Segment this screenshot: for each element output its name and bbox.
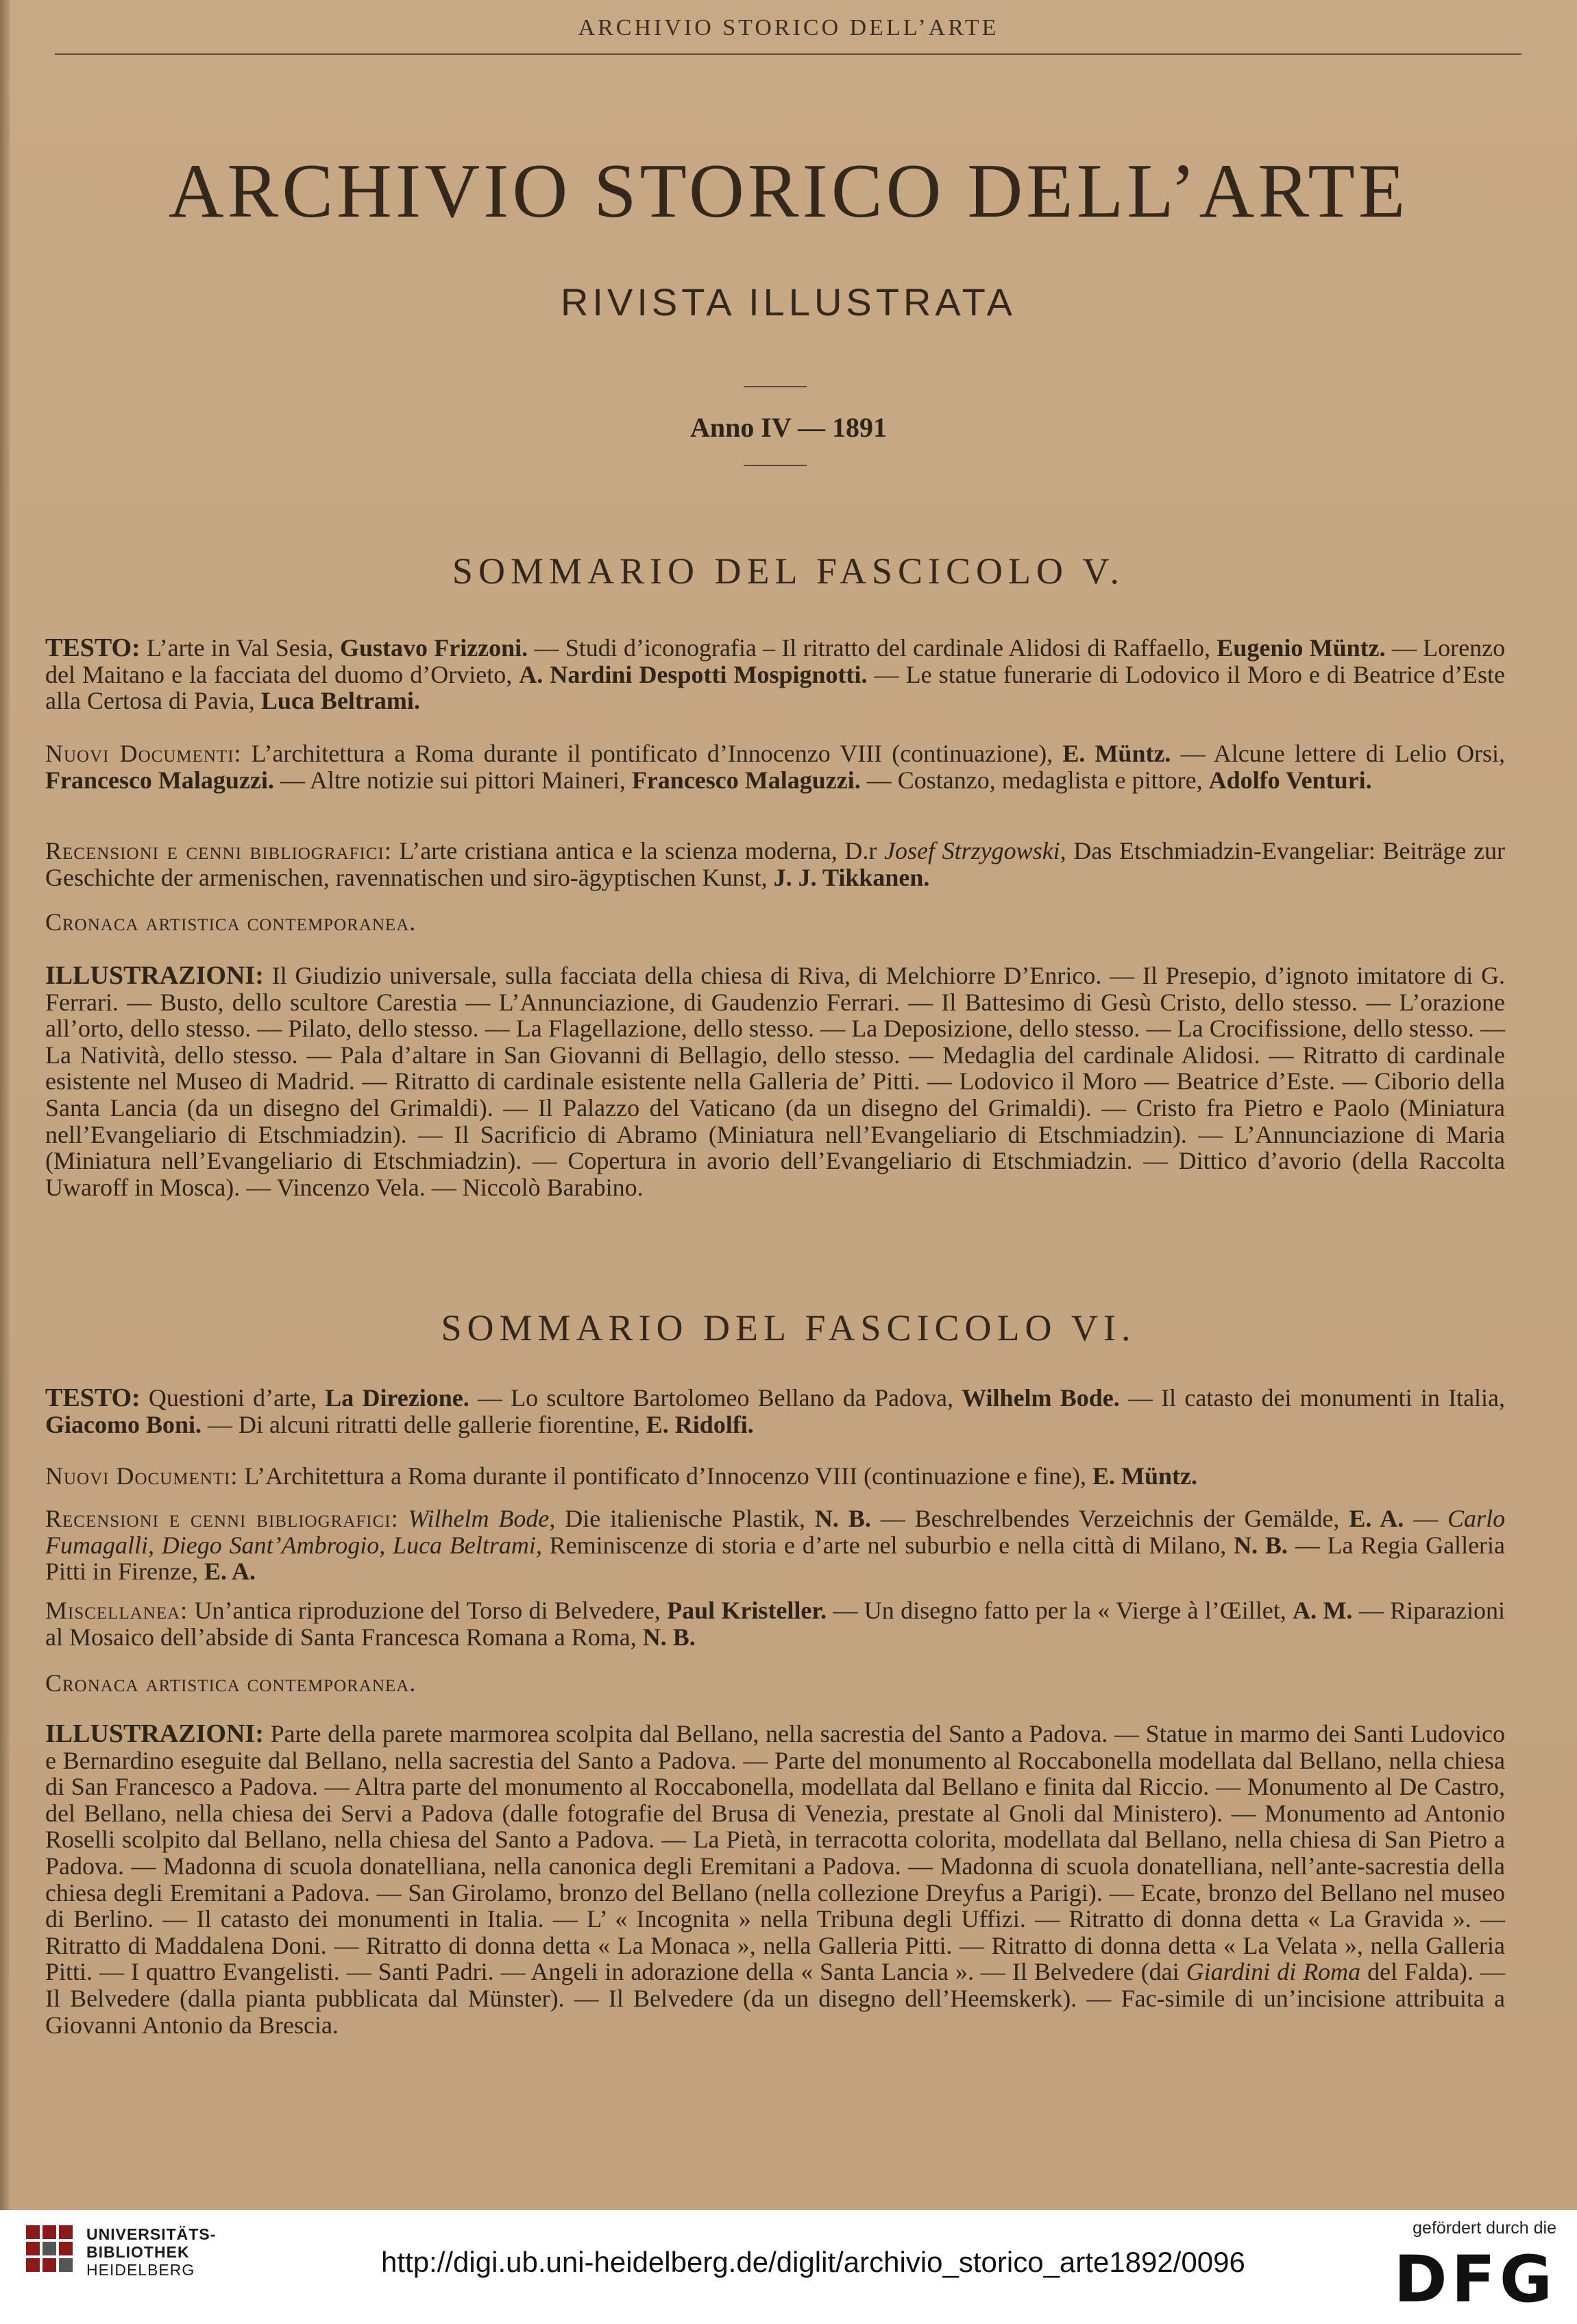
fasc5-nuovi-t2: — Alcune lettere di Lelio Orsi, [1180, 740, 1506, 767]
fasc6-miscellanea-label: Miscellanea: [45, 1597, 188, 1624]
fasc6-testo [45, 1385, 1505, 1438]
fasc5-testo [45, 635, 1505, 714]
fasc6-illustrazioni-t2: del Falda). — Il Belvedere (dalla pianta pubblicata dal Münster). — Il Belvedere (da un disegno dell’Heemskerk). — Fac-simile di un’incisione attribuita a Giovanni Antonio da Brescia. [45, 1958, 1505, 2039]
fasc6-recensioni-t3: — [1413, 1505, 1439, 1532]
fasc6-illustrazioni-label: ILLUSTRAZIONI: [45, 1719, 264, 1748]
fasc5-cronaca-text: Cronaca artistica contemporanea. [45, 908, 417, 936]
fasc6-testo-label: TESTO: [45, 1383, 140, 1412]
dfg-logo: DFG [1393, 2242, 1556, 2317]
fasc6-testo-t1: Questioni d’arte, [148, 1384, 317, 1412]
fasc6-testo-a3: Giacomo Boni. [45, 1410, 202, 1438]
fasc6-testo-t3: — Il catasto dei monumenti in Italia, [1127, 1384, 1506, 1412]
fasc5-testo-a4: Luca Beltrami. [260, 687, 420, 715]
fasc5-nuovi-t3: — Altre notizie sui pittori Maineri, [280, 766, 626, 794]
fasc6-miscellanea-a2: A. M. [1293, 1597, 1353, 1624]
sommario-v-heading: SOMMARIO DEL FASCICOLO V. [452, 550, 1125, 592]
fasc5-nuovi-label: Nuovi Documenti: [45, 740, 242, 767]
fasc6-nuovi-label: Nuovi Documenti: [45, 1462, 239, 1490]
year-line: Anno IV — 1891 [689, 412, 888, 443]
fasc6-illustrazioni-i1: Giardini di Roma [1186, 1958, 1361, 1986]
fasc5-nuovi-t1: L’architettura a Roma durante il pontificato d’Innocenzo VIII (continuazione), [251, 740, 1053, 767]
fasc5-testo-t2: — Studi d’iconografia – Il ritratto del cardinale Alidosi di Raffaello, [534, 634, 1211, 662]
fasc6-cronaca-text: Cronaca artistica contemporanea. [45, 1669, 417, 1697]
fasc5-testo-label: TESTO: [45, 633, 140, 662]
fasc6-recensioni-t4: Reminiscenze di storia e d’arte nel suburbio e nella città di Milano, [549, 1531, 1227, 1559]
library-line-3: HEIDELBERG [86, 2261, 195, 2279]
fasc6-testo-t2: — Lo scultore Bartolomeo Bellano da Padova, [477, 1384, 953, 1412]
funded-by-text: gefördert durch die [1413, 2218, 1556, 2238]
fasc6-testo-a1: La Direzione. [325, 1384, 469, 1412]
fasc5-recensioni-i1: Josef Strzygowski, [884, 837, 1066, 864]
fasc6-recensioni-i1: Wilhelm Bode, [408, 1505, 556, 1532]
fasc6-nuovi-t1: L’Architettura a Roma durante il pontificato d’Innocenzo VIII (continuazione e fine), [244, 1462, 1086, 1490]
fasc5-testo-t4: — Le statue funerarie di Lodovico il Moro e di Beatrice d’Este alla Certosa di Pavia, [45, 660, 1506, 715]
fasc6-recensioni-t1: Die italienische Plastik, [565, 1505, 806, 1532]
fasc6-recensioni-t2: — Beschrelbendes Verzeichnis der Gemälde, [880, 1505, 1340, 1532]
divider-rule-top [744, 386, 807, 387]
fasc6-nuovi-documenti [45, 1463, 1505, 1490]
fasc6-miscellanea [45, 1597, 1505, 1650]
fasc6-miscellanea-t2: — Un disegno fatto per la « Vierge à l’Œillet, [833, 1597, 1286, 1624]
fasc5-recensioni-a1: J. J. Tikkanen. [773, 863, 930, 891]
digitization-footer [0, 2210, 1577, 2324]
fasc6-recensioni [45, 1505, 1505, 1585]
masthead-subtitle: RIVISTA ILLUSTRATA [560, 280, 1017, 324]
fasc5-testo-a3: A. Nardini Despotti Mospignotti. [519, 660, 868, 688]
fasc6-testo-t4: — Di alcuni ritratti delle gallerie fiorentine, [208, 1410, 640, 1438]
fasc6-testo-a4: E. Ridolfi. [646, 1410, 754, 1438]
fasc6-recensioni-a2: E. A. [1349, 1505, 1404, 1532]
fasc6-cronaca [45, 1670, 1505, 1697]
library-line-2: BIBLIOTHEK [86, 2243, 190, 2261]
masthead-title: ARCHIVIO STORICO DELL’ARTE [168, 149, 1409, 234]
fasc5-testo-t1: L’arte in Val Sesia, [146, 634, 334, 662]
university-library-name [86, 2225, 216, 2279]
fasc6-recensioni-a4: E. A. [204, 1558, 256, 1586]
divider-rule-bottom [744, 465, 807, 466]
fasc5-illustrazioni [45, 963, 1505, 1200]
fasc6-testo-a2: Wilhelm Bode. [962, 1384, 1120, 1412]
binding-edge [0, 0, 10, 2210]
fasc6-recensioni-a1: N. B. [814, 1505, 871, 1532]
fasc5-cronaca [45, 909, 1505, 936]
fasc6-miscellanea-a1: Paul Kristeller. [667, 1597, 827, 1624]
fasc6-miscellanea-a3: N. B. [642, 1623, 696, 1651]
source-url-link[interactable]: http://digi.ub.uni-heidelberg.de/diglit/archivio_storico_arte1892/0096 [381, 2246, 1245, 2278]
fasc5-nuovi-t4: — Costanzo, medaglista e pittore, [866, 766, 1203, 794]
running-head-rule [55, 53, 1521, 55]
fasc5-testo-t3: — Lorenzo del Maitano e la facciata del duomo d’Orvieto, [45, 634, 1506, 688]
fasc6-miscellanea-t3: — Riparazioni al Mosaico dell’abside di Santa Francesca Romana a Roma, [45, 1597, 1506, 1651]
fasc5-illustrazioni-label: ILLUSTRAZIONI: [45, 961, 264, 990]
fasc5-nuovi-a3: Francesco Malaguzzi. [631, 766, 861, 794]
fasc5-recensioni-label: Recensioni e cenni bibliografici: [45, 837, 392, 864]
fasc6-miscellanea-t1: Un’antica riproduzione del Torso di Belvedere, [194, 1597, 661, 1624]
university-library-logo-icon [23, 2223, 75, 2275]
fasc6-recensioni-t5: — La Regia Galleria Pitti in Firenze, [45, 1531, 1506, 1586]
fasc6-recensioni-label: Recensioni e cenni bibliografici: [45, 1505, 399, 1532]
fasc5-nuovi-a4: Adolfo Venturi. [1208, 766, 1372, 794]
fasc5-recensioni-t2: Das Etschmiadzin-Evangeliar: Beiträge zur Geschichte der armenischen, ravennatischen und siro-ägyptischen Kunst, [45, 837, 1506, 891]
fasc5-nuovi-a1: E. Müntz. [1062, 740, 1171, 767]
fasc5-illustrazioni-text: Il Giudizio universale, sulla facciata della chiesa di Riva, di Melchiorre D’Enrico. — Il Presepio, d’ignoto imitatore di G. Ferrari. — Busto, dello scultore Carestia — L’Annunciazione, di Gaudenzio Ferrari. — Il Battesimo di Gesù Cristo, dello stesso. — L’orazione all’orto, dello stesso. — Pilato, dello stesso. — La Flagellazione, dello stesso. — La Deposizione, dello stesso. — La Crocifissione, dello stesso. — La Natività, dello stesso. — Pala d’altare in San Giovanni di Bellagio, dello stesso. — Medaglia del cardinale Alidosi. — Ritratto di cardinale esistente nel Museo di Madrid. — Ritratto di cardinale esistente nella Galleria de’ Pitti. — Lodovico il Moro — Beatrice d’Este. — Ciborio della Santa Lancia (da un disegno del Grimaldi). — Il Palazzo del Vaticano (da un disegno del Grimaldi). — Cristo fra Pietro e Paolo (Miniatura nell’Evangeliario di Etschmiadzin). — Il Sacrificio di Abramo (Miniatura nell’Evangeliario di Etschmiadzin). — L’Annunciazione di Maria (Miniatura nell’Evangeliario di Etschmiadzin). — Copertura in avorio dell’Evangeliario di Etschmiadzin. — Dittico d’avorio (della Raccolta Uwaroff in Mosca). — Vincenzo Vela. — Niccolò Barabino. [45, 962, 1505, 1201]
library-line-1: UNIVERSITÄTS- [86, 2225, 217, 2243]
fasc5-testo-a1: Gustavo Frizzoni. [339, 634, 528, 662]
fasc5-nuovi-documenti [45, 740, 1505, 793]
sommario-vi-heading: SOMMARIO DEL FASCICOLO VI. [441, 1307, 1136, 1348]
fasc5-nuovi-a2: Francesco Malaguzzi. [45, 766, 274, 794]
fasc5-recensioni-t1: L’arte cristiana antica e la scienza moderna, D.r [399, 837, 877, 864]
fasc6-nuovi-a1: E. Müntz. [1092, 1462, 1197, 1490]
fasc6-illustrazioni-t1: Parte della parete marmorea scolpita dal Bellano, nella sacrestia del Santo a Padova. — Statue in marmo dei Santi Ludovico e Bernardino eseguite dal Bellano, nella sacrestia del Santo a Padova. — Parte del monumento al Roccabonella modellata dal Bellano, nella chiesa di San Francesco a Padova. — Altra parte del monumento al Roccabonella, modellata dal Bellano e finita dal Riccio. — Monumento al De Castro, del Bellano, nella chiesa dei Servi a Padova (dalle fotografie del Brusa di Venezia, prestate al Gnoli dal Ministero). — Monumento ad Antonio Roselli scolpito dal Bellano, nella chiesa del Santo a Padova. — La Pietà, in terracotta colorita, modellata dal Bellano, nella chiesa di San Pietro a Padova. — Madonna di scuola donatelliana, nella canonica degli Eremitani a Padova. — Madonna di scuola donatelliana, nell’ante-sacrestia della chiesa degli Eremitani a Padova. — San Girolamo, bronzo del Bellano (nella collezione Dreyfus a Parigi). — Ecate, bronzo del Bellano nel museo di Berlino. — Il catasto dei monumenti in Italia. — L’ « Incognita » nella Tribuna degli Uffizi. — Ritratto di donna detta « La Gravida ». — Ritratto di Maddalena Doni. — Ritratto di donna detta « La Monaca », nella Galleria Pitti. — Ritratto di donna detta « La Velata », nella Galleria Pitti. — I quattro Evangelisti. — Santi Padri. — Angeli in adorazione della « Santa Lancia ». — Il Belvedere (dai [45, 1720, 1505, 1986]
fasc5-testo-a2: Eugenio Müntz. [1217, 634, 1386, 662]
fasc6-recensioni-a3: N. B. [1234, 1531, 1288, 1559]
fasc6-recensioni-i2: Carlo Fumagalli, Diego Sant’Ambrogio, Luca Beltrami, [45, 1505, 1506, 1559]
running-head: ARCHIVIO STORICO DELL’ARTE [578, 15, 999, 40]
fasc5-recensioni [45, 838, 1505, 891]
fasc6-illustrazioni [45, 1721, 1505, 2038]
